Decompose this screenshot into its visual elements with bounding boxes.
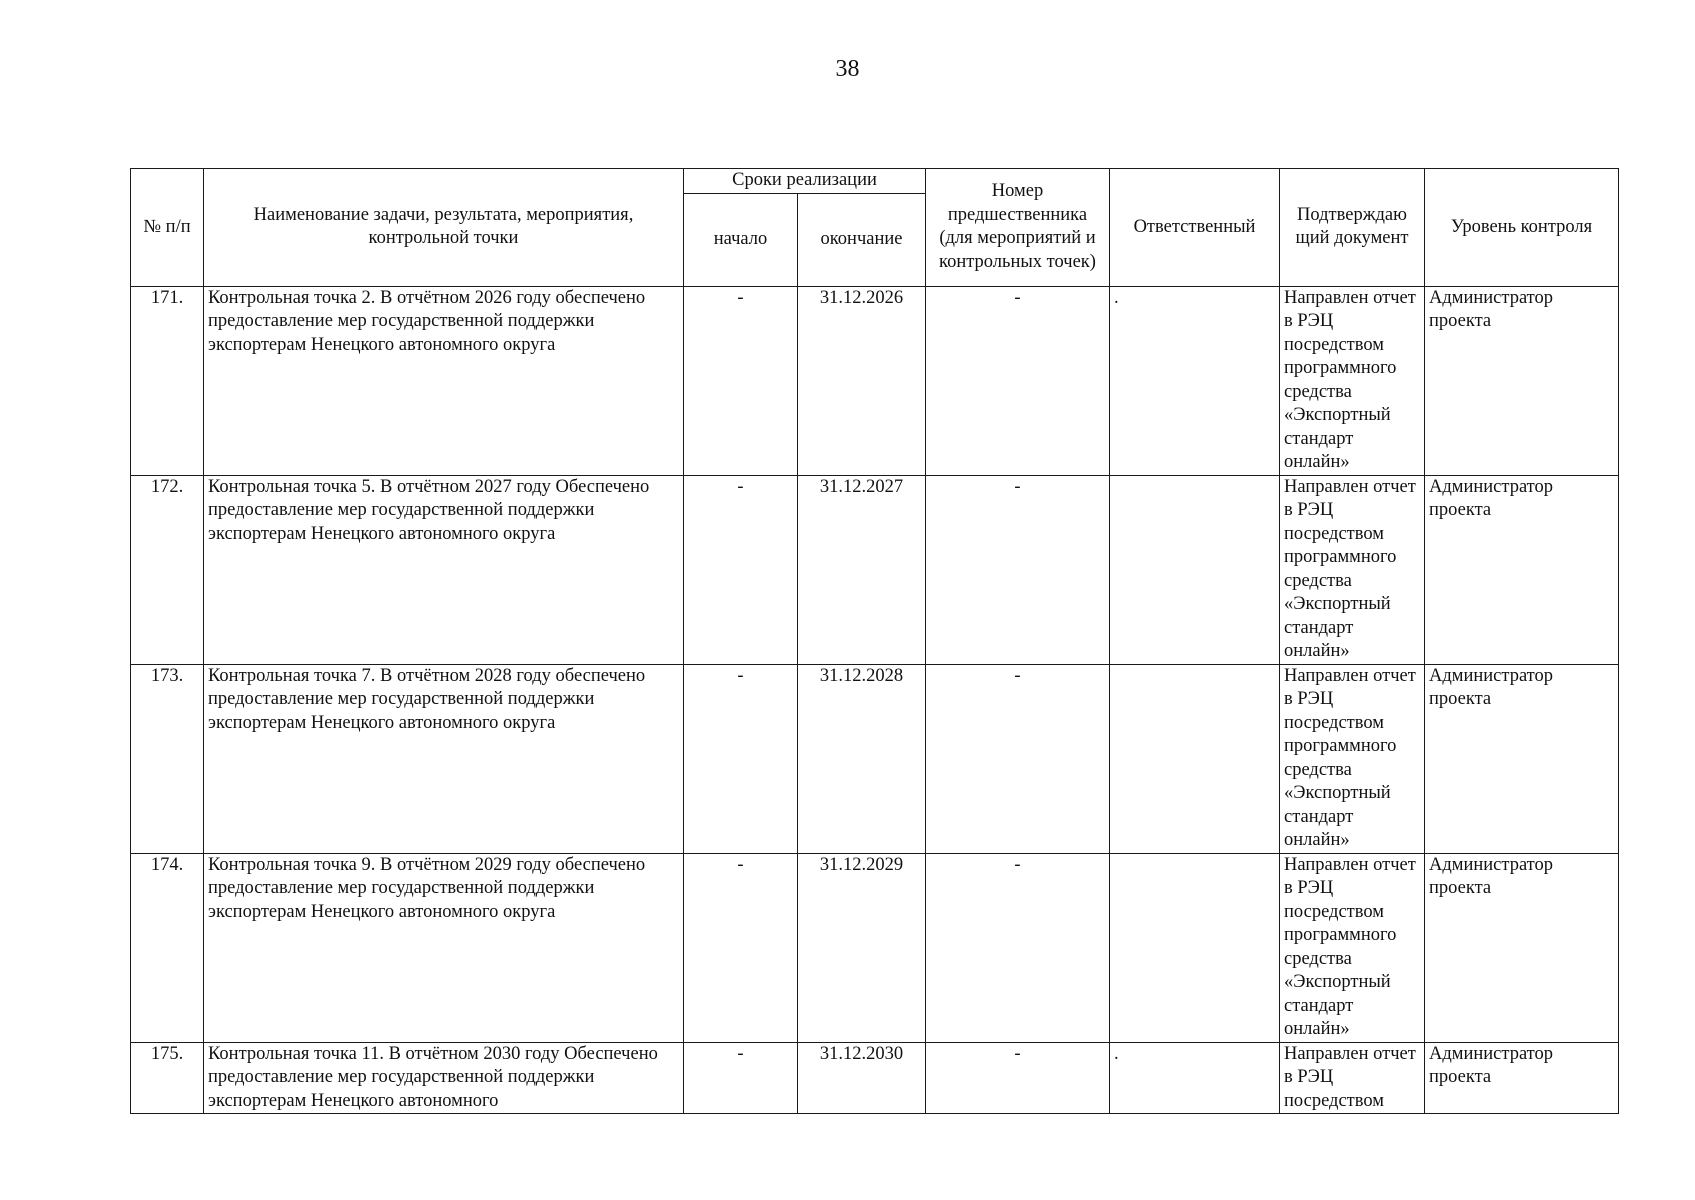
row-predecessor: - (926, 1042, 1110, 1114)
row-start: - (684, 475, 798, 664)
row-control: Администратор проекта (1425, 1042, 1619, 1114)
row-control: Администратор проекта (1425, 853, 1619, 1042)
row-start: - (684, 1042, 798, 1114)
row-end: 31.12.2026 (798, 286, 926, 475)
header-terms-group: Сроки реализации (684, 169, 926, 194)
header-end: окончание (798, 193, 926, 286)
row-end: 31.12.2028 (798, 664, 926, 853)
row-name: Контрольная точка 7. В отчётном 2028 году обеспечено предоставление мер государственной поддержки экспортерам Ненецкого автономного округа (204, 664, 684, 853)
row-start: - (684, 664, 798, 853)
table-row (131, 853, 1619, 1042)
row-end: 31.12.2029 (798, 853, 926, 1042)
header-responsible: Ответственный (1110, 169, 1280, 287)
row-num: 173. (131, 664, 204, 853)
row-predecessor: - (926, 853, 1110, 1042)
row-control: Администратор проекта (1425, 286, 1619, 475)
row-responsible: . (1110, 286, 1280, 475)
row-responsible (1110, 664, 1280, 853)
row-predecessor: - (926, 286, 1110, 475)
row-name: Контрольная точка 5. В отчётном 2027 году Обеспечено предоставление мер государственной поддержки экспортерам Ненецкого автономного округа (204, 475, 684, 664)
row-num: 171. (131, 286, 204, 475)
table-row (131, 664, 1619, 853)
header-predecessor: Номер предшественника (для мероприятий и контрольных точек) (926, 169, 1110, 287)
row-name: Контрольная точка 9. В отчётном 2029 году обеспечено предоставление мер государственной поддержки экспортерам Ненецкого автономного округа (204, 853, 684, 1042)
row-num: 175. (131, 1042, 204, 1114)
row-predecessor: - (926, 475, 1110, 664)
row-predecessor: - (926, 664, 1110, 853)
row-responsible (1110, 853, 1280, 1042)
header-document: Подтверждаю щий документ (1280, 169, 1425, 287)
row-start: - (684, 853, 798, 1042)
row-responsible: . (1110, 1042, 1280, 1114)
row-document: Направлен отчет в РЭЦ посредством программного средства «Экспортный стандарт онлайн» (1280, 286, 1425, 475)
table-row (131, 475, 1619, 664)
row-document: Направлен отчет в РЭЦ посредством программного средства «Экспортный стандарт онлайн» (1280, 853, 1425, 1042)
row-end: 31.12.2027 (798, 475, 926, 664)
row-name: Контрольная точка 2. В отчётном 2026 году обеспечено предоставление мер государственной поддержки экспортерам Ненецкого автономного округа (204, 286, 684, 475)
row-num: 174. (131, 853, 204, 1042)
table-row (131, 286, 1619, 475)
row-num: 172. (131, 475, 204, 664)
row-control: Администратор проекта (1425, 664, 1619, 853)
row-name: Контрольная точка 11. В отчётном 2030 году Обеспечено предоставление мер государственной поддержки экспортерам Ненецкого автономного (204, 1042, 684, 1114)
header-name: Наименование задачи, результата, мероприятия, контрольной точки (204, 169, 684, 287)
row-control: Администратор проекта (1425, 475, 1619, 664)
row-document: Направлен отчет в РЭЦ посредством (1280, 1042, 1425, 1114)
header-start: начало (684, 193, 798, 286)
table-row (131, 1042, 1619, 1114)
project-plan-table (130, 168, 1619, 1114)
page-number: 38 (835, 56, 860, 82)
row-start: - (684, 286, 798, 475)
row-document: Направлен отчет в РЭЦ посредством программного средства «Экспортный стандарт онлайн» (1280, 475, 1425, 664)
row-end: 31.12.2030 (798, 1042, 926, 1114)
row-document: Направлен отчет в РЭЦ посредством программного средства «Экспортный стандарт онлайн» (1280, 664, 1425, 853)
row-responsible (1110, 475, 1280, 664)
header-control: Уровень контроля (1425, 169, 1619, 287)
header-num: № п/п (131, 169, 204, 287)
